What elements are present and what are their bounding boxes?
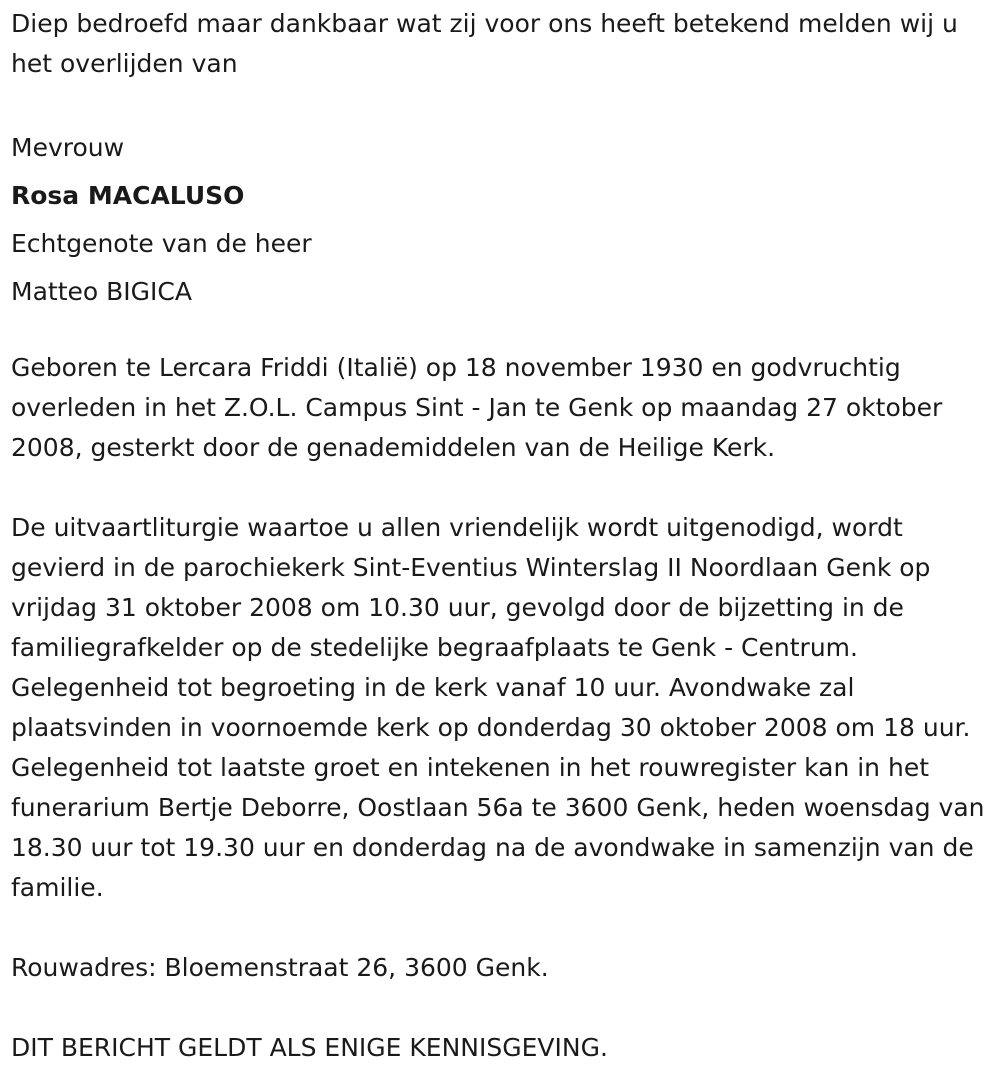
closing-notice: DIT BERICHT GELDT ALS ENIGE KENNISGEVING. xyxy=(11,1033,608,1062)
person-name: Rosa MACALUSO xyxy=(11,181,245,210)
spacer xyxy=(11,84,985,124)
funeral-text: De uitvaartliturgie waartoe u allen vriendelijk wordt uitgenodigd, wordt gevierd in de parochiekerk Sint-Eventius Winterslag II Noordlaan Genk op vrijdag 31 oktober 2008 om 10.30 uur, gevolgd door de bijzetting in de familiegrafkelder op de stedelijke begraafplaats te Genk - Centrum. Gelegenheid tot begroeting in de kerk vanaf 10 uur. Avondwake zal plaatsvinden in voornoemde kerk op donderdag 30 oktober 2008 om 18 uur. Gelegenheid tot laatste groet en intekenen in het rouwregister kan in het funerarium Bertje Deborre, Oostlaan 56a te 3600 Genk, heden woensdag van 18.30 uur tot 19.30 uur en donderdag na de avondwake in samenzijn van de familie. xyxy=(11,513,985,902)
person-title: Mevrouw xyxy=(11,133,125,162)
intro-text: Diep bedroefd maar dankbaar wat zij voor ons heeft betekend melden wij u het overlijden van xyxy=(11,9,958,78)
spacer xyxy=(11,908,985,948)
person-relation: Echtgenote van de heer xyxy=(11,229,312,258)
person-block xyxy=(11,124,985,316)
spacer xyxy=(11,468,985,508)
spacer xyxy=(11,988,985,1028)
spouse-name: Matteo BIGICA xyxy=(11,277,192,306)
birth-death-text: Geboren te Lercara Friddi (Italië) op 18 november 1930 en godvruchtig overleden in het Z.O.L. Campus Sint - Jan te Genk op maandag 27 oktober 2008, gesterkt door de genademiddelen van de Heilige Kerk. xyxy=(11,353,943,462)
spacer xyxy=(11,316,985,348)
mourning-address: Rouwadres: Bloemenstraat 26, 3600 Genk. xyxy=(11,953,549,982)
